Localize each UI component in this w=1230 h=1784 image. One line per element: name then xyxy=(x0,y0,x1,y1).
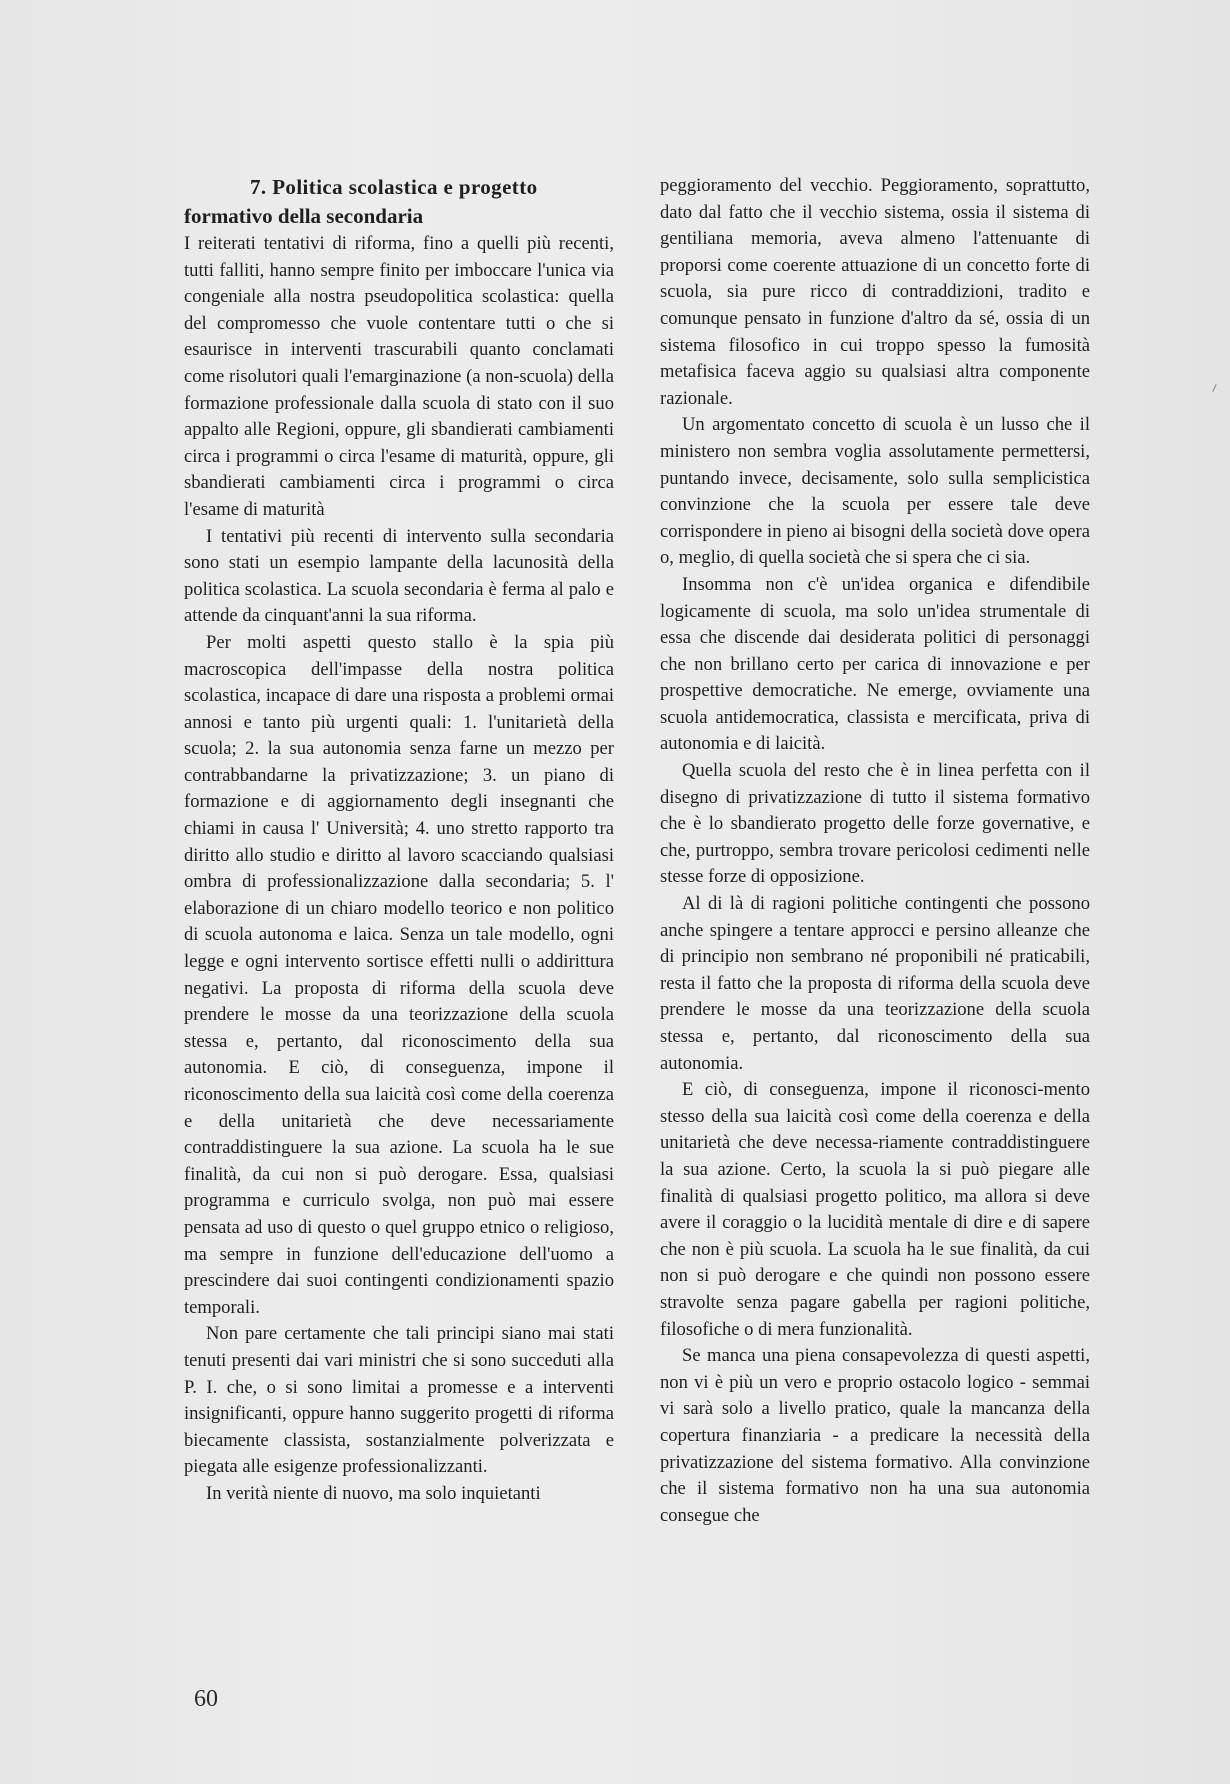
paragraph: Un argomentato concetto di scuola è un lusso che il ministero non sembra voglia assolutamente permettersi, puntando invece, decisamente, solo sulla semplicistica convinzione che la scuola per essere tale deve corrispondere in pieno ai bisogni della società dove opera o, meglio, di quella società che si spera che ci sia. xyxy=(660,414,1090,569)
section-heading-line-2: formativo della secondaria xyxy=(184,204,424,228)
paragraph: Se manca una piena consapevolezza di questi aspetti, non vi è più un vero e proprio ostacolo logico - semmai vi sarà solo a livello pratico, quale la mancanza della copertura finanziaria - a predicare la necessità della privatizzazione del sistema formativo. Alla convinzione che il sistema formativo non ha una sua autonomia consegue che xyxy=(660,1345,1090,1526)
paragraph: Al di là di ragioni politiche contingenti che possono anche spingere a tentare approcci e persino alleanze che di principio non sembrano né proponibili né praticabili, resta il fatto che la proposta di riforma della scuola deve prendere le mosse da una teorizzazione della scuola stessa e, pertanto, dal riconoscimento della sua autonomia. xyxy=(660,893,1090,1074)
section-heading xyxy=(184,173,614,231)
paragraph: I reiterati tentativi di riforma, fino a quelli più recenti, tutti falliti, hanno sempre finito per imboccare l'unica via congeniale alla nostra pseudopolitica scolastica: quella del compromesso che vuole contentare tutti o che si esaurisce in interventi trascurabili quanto conclamati come risolutori quali l'emarginazione (a non-scuola) della formazione professionale dalla scuola di stato con il suo appalto alle Regioni, oppure, gli sbandierati cambiamenti circa i programmi o circa l'esame di maturità, oppure, gli sbandierati cambiamenti circa i programmi o circa l'esame di maturità xyxy=(184,233,614,520)
paragraph: I tentativi più recenti di intervento sulla secondaria sono stati un esempio lampante della lacunosità della politica scolastica. La scuola secondaria è ferma al palo e attende da cinquant'anni la sua riforma. xyxy=(184,525,614,627)
paragraph: Quella scuola del resto che è in linea perfetta con il disegno di privatizzazione di tutto il sistema formativo che è lo sbandierato progetto delle forze governative, e che, purtroppo, sembra trovare pericolosi cedimenti nelle stesse forze di opposizione. xyxy=(660,760,1090,888)
right-text-column xyxy=(660,173,1090,1529)
paragraph: Insomma non c'è un'idea organica e difendibile logicamente di scuola, ma solo un'idea strumentale di essa che discende dai desiderata politici di personaggi che non brillano certo per carica di innovazione e per prospettive democratiche. Ne emerge, ovviamente una scuola antidemocratica, classista e mercificata, priva di autonomia e di laicità. xyxy=(660,573,1090,755)
paragraph: E ciò, di conseguenza, impone il riconosci-mento stesso della sua laicità così come della coerenza e della unitarietà che deve necessa-riamente contraddistinguere la sua azione. Certo, la scuola la si può piegare alle finalità di qualsiasi progetto politico, ma allora si deve avere il coraggio o la lucidità mentale di dire e di sapere che non è più scuola. La scuola ha le sue finalità, da cui non si può derogare e che quindi non possono essere stravolte senza pagare gabella per ragioni politiche, filosofiche o di mera funzionalità. xyxy=(660,1079,1090,1340)
section-heading-line-1: 7. Politica scolastica e progetto xyxy=(250,175,538,199)
page-number: 60 xyxy=(194,1686,218,1712)
scan-edge-mark xyxy=(1212,384,1216,392)
paragraph: Per molti aspetti questo stallo è la spia più macroscopica dell'impasse della nostra politica scolastica, incapace di dare una risposta a problemi ormai annosi e tanto più urgenti quali: 1. l'unitarietà della scuola; 2. la sua autonomia senza farne un mezzo per contrabbandarne la privatizzazione; 3. un piano di formazione e di aggiornamento degli insegnanti che chiami in causa l' Università; 4. uno stretto rapporto tra diritto allo studio e diritto al lavoro scacciando qualsiasi ombra di professionalizzazione dalla secondaria; 5. l' elaborazione di un chiaro modello teorico e non politico di scuola autonoma e laica. Senza un tale modello, ogni legge e ogni intervento sortisce effetti nulli o addirittura negativi. La proposta di riforma della scuola deve prendere le mosse da una teorizzazione della scuola stessa e, pertanto, dal riconoscimento della sua autonomia. E ciò, di conseguenza, impone il riconoscimento della sua laicità così come della coerenza e della unitarietà che deve necessariamente contraddistinguere la sua azione. La scuola ha le sue finalità, da cui non si può derogare. Essa, qualsiasi programma e curriculo svolga, non può mai essere pensata ad uso di questo o quel gruppo etnico o religioso, ma sempre in funzione dell'educazione dell'uomo a prescindere dai suoi contingenti condizionamenti spazio temporali. xyxy=(184,631,614,1318)
left-text-column xyxy=(184,173,614,1508)
paragraph: Non pare certamente che tali principi siano mai stati tenuti presenti dai vari ministri che si sono succeduti alla P. I. che, o si sono limitai a promesse e a interventi insignificanti, oppure hanno suggerito progetti di riforma biecamente classista, sostanzialmente polverizzata e piegata alle esigenze professionalizzanti. xyxy=(184,1323,614,1478)
paragraph: In verità niente di nuovo, ma solo inquietanti xyxy=(206,1482,541,1504)
paragraph: peggioramento del vecchio. Peggioramento, soprattutto, dato dal fatto che il vecchio sistema, ossia il sistema di gentiliana memoria, aveva almeno l'attenuante di proporsi come coerente attuazione di un concetto forte di scuola, sia pure ricco di contraddizioni, tradito e comunque pensato in funzione d'altro da sé, ossia di un sistema filosofico in cui troppo spesso la fumosità metafisica faceva aggio su qualsiasi altra componente razionale. xyxy=(660,175,1090,409)
